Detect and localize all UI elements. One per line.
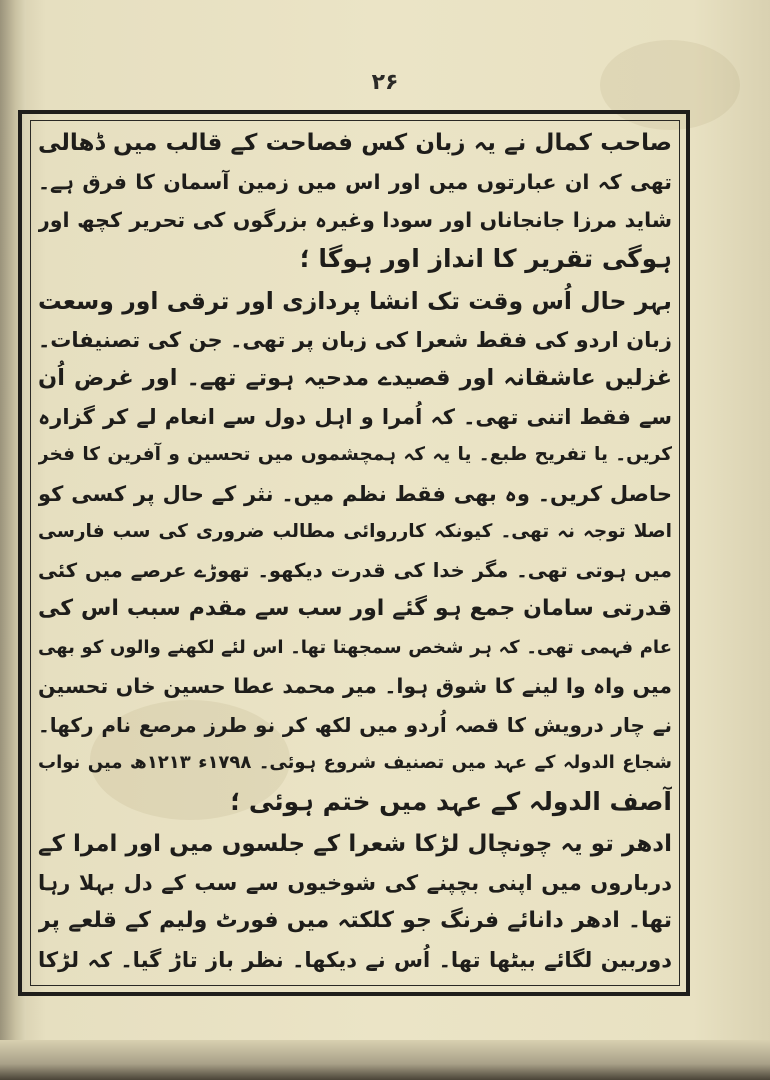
text-line: درباروں میں اپنی بچپنے کی شوخیوں سے سب کے دل بہلا رہا bbox=[38, 870, 672, 895]
text-line: شاید مرزا جانجاناں اور سودا وغیرہ بزرگوں کی تحریر کچھ اور bbox=[38, 208, 672, 232]
text-line: حاصل کریں۔ وہ بھی فقط نظم میں۔ نثر کے حال پر کسی کو bbox=[38, 481, 672, 506]
text-line: نے چار درویش کا قصہ اُردو میں لکھ کر نو طرز مرصع نام رکھا۔ bbox=[38, 712, 672, 737]
page-bottom-edge bbox=[0, 1040, 770, 1080]
text-line: بہر حال اُس وقت تک انشا پردازی اور ترقی اور وسعت bbox=[38, 287, 672, 315]
text-line: اصلا توجہ نہ تھی۔ کیونکہ کارروائی مطالب ضروری کی سب فارسی bbox=[38, 521, 672, 542]
text-line: شجاع الدولہ کے عہد میں تصنیف شروع ہوئی۔ ۱۷۹۸ء ۱۲۱۳ھ میں نواب bbox=[38, 752, 672, 773]
text-line: غزلیں عاشقانہ اور قصیدے مدحیہ ہوتے تھے۔ اور غرض اُن bbox=[38, 365, 672, 391]
text-line: زبان اردو کی فقط شعرا کی زبان پر تھی۔ جن کی تصنیفات۔ bbox=[38, 327, 672, 352]
text-line: ہوگی تقریر کا انداز اور ہوگا ؛ bbox=[299, 243, 672, 273]
text-line: ادھر تو یہ چونچال لڑکا شعرا کے جلسوں میں اور امرا کے bbox=[38, 831, 672, 857]
text-line: تھی کہ ان عبارتوں میں اور اس میں زمین آسمان کا فرق ہے۔ bbox=[38, 169, 672, 194]
body-text bbox=[38, 124, 672, 984]
text-line: آصف الدولہ کے عہد میں ختم ہوئی ؛ bbox=[230, 786, 672, 816]
text-line: صاحب کمال نے یہ زبان کس فصاحت کے قالب میں ڈھالی bbox=[38, 130, 672, 156]
text-line: میں واہ وا لینے کا شوق ہوا۔ میر محمد عطا حسین خاں تحسین bbox=[38, 674, 672, 698]
text-line: کریں۔ یا تفریح طبع۔ یا یہ کہ ہمچشموں میں تحسین و آفرین کا فخر bbox=[38, 444, 672, 465]
text-line: میں ہوتی تھی۔ مگر خدا کی قدرت دیکھو۔ تھوڑے عرصے میں کئی bbox=[38, 558, 672, 582]
page-number: ۲۶ bbox=[371, 70, 399, 95]
text-line: دوربین لگائے بیٹھا تھا۔ اُس نے دیکھا۔ نظر باز تاڑ گیا۔ کہ لڑکا bbox=[38, 947, 672, 972]
text-line: عام فہمی تھی۔ کہ ہر شخص سمجھتا تھا۔ اس لئے لکھنے والوں کو بھی bbox=[38, 636, 672, 658]
text-line: قدرتی سامان جمع ہو گئے اور سب سے مقدم سبب اس کی bbox=[38, 596, 672, 621]
text-line: سے فقط اتنی تھی۔ کہ اُمرا و اہل دول سے انعام لے کر گزارہ bbox=[38, 404, 672, 429]
text-line: تھا۔ ادھر دانائے فرنگ جو کلکتہ میں فورٹ ولیم کے قلعے پر bbox=[38, 908, 672, 933]
